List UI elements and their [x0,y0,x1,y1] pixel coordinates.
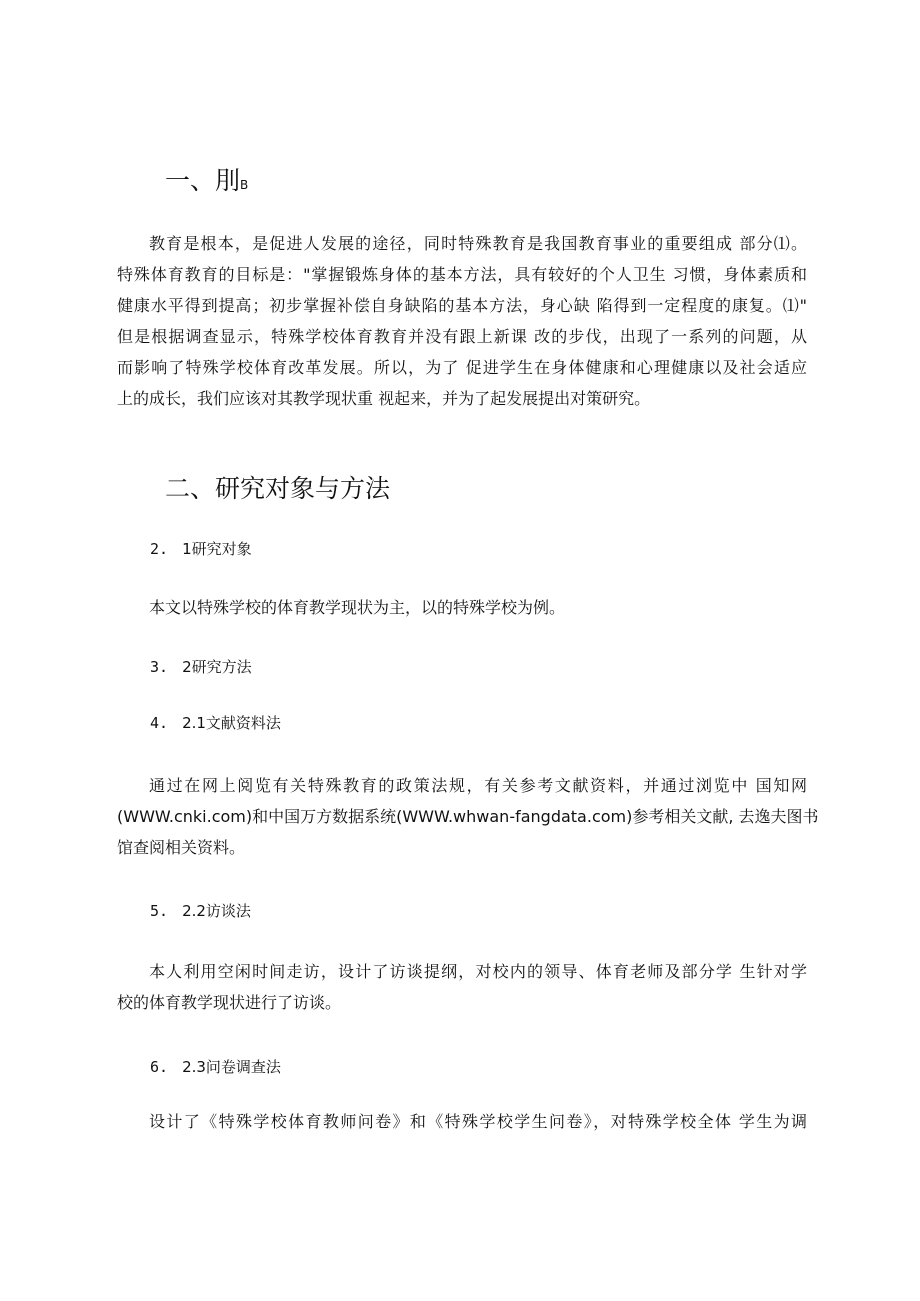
subsection-number: 4. [150,714,169,732]
object-description: 本文以特殊学校的体育教学现状为主，以的特殊学校为例。 [149,598,566,617]
paragraph-line: 上的成长，我们应该对其教学现状重 视起来，并为了起发展提出对策研究。 [117,389,651,408]
paragraph-line: 本人利用空闲时间走访，设计了访谈提纲，对校内的领导、体育老师及部分学 生针对学 [149,962,807,981]
subsection-number: 2. [150,540,169,558]
section-heading-methods [165,474,390,504]
literature-paragraph [117,770,819,863]
subsection-number: 3. [150,658,169,676]
interview-paragraph [117,956,807,1018]
paragraph-line: 校的体育教学现状进行了访谈。 [117,993,342,1012]
survey-paragraph [117,1106,807,1137]
subsection-heading [150,900,251,922]
paragraph-line: 特殊体育教育的目标是："掌握锻炼身体的基本方法，具有较好的个人卫生 习惯，身体素质和 [117,265,807,284]
paragraph-line: 教育是根本，是促进人发展的途径，同时特殊教育是我国教育事业的重要组成 部分⑴。 [149,234,807,253]
subsection-heading [150,656,252,678]
paragraph-line: 通过在网上阅览有关特殊教育的政策法规，有关参考文献资料，并通过浏览中 国知网 [149,776,807,795]
paragraph-line: 健康水平得到提高；初步掌握补偿自身缺陷的基本方法，身心缺 陷得到一定程度的康复。⑴" [117,296,807,315]
subsection-title: 2.2访谈法 [182,902,251,920]
subsection-heading [150,538,252,560]
paragraph-line: (WWW.cnki.com)和中国万方数据系统(WWW.whwan-fangdata.com)参考相关文献, 去逸夫图书 [117,807,819,826]
foreword-paragraph [117,228,807,414]
section-heading-text: 二、研究对象与方法 [165,474,391,503]
subsection-heading [150,712,281,734]
subsection-title: 2研究方法 [182,658,252,676]
paragraph-line: 但是根据调查显示，特殊学校体育教育并没有跟上新课 改的步伐，出现了一系列的问题，从 [117,327,807,346]
section-heading-text: 一、刖 [165,166,241,195]
subsection-title: 2.1文献资料法 [182,714,281,732]
subsection-title: 2.3问卷调查法 [182,1058,281,1076]
subsection-number: 6. [150,1058,169,1076]
subsection-number: 5. [150,902,169,920]
section-heading-foreword [165,166,248,200]
section-heading-suffix: B [240,178,249,192]
paragraph-line: 而影响了特殊学校体育改革发展。所以，为了 促进学生在身体健康和心理健康以及社会适应 [117,358,807,377]
paragraph-line: 馆查阅相关资料。 [117,838,246,857]
paragraph-line: 设计了《特殊学校体育教师问卷》和《特殊学校学生问卷》，对特殊学校全体 学生为调 [149,1112,807,1131]
subsection-heading [150,1056,281,1078]
subsection-title: 1研究对象 [182,540,252,558]
